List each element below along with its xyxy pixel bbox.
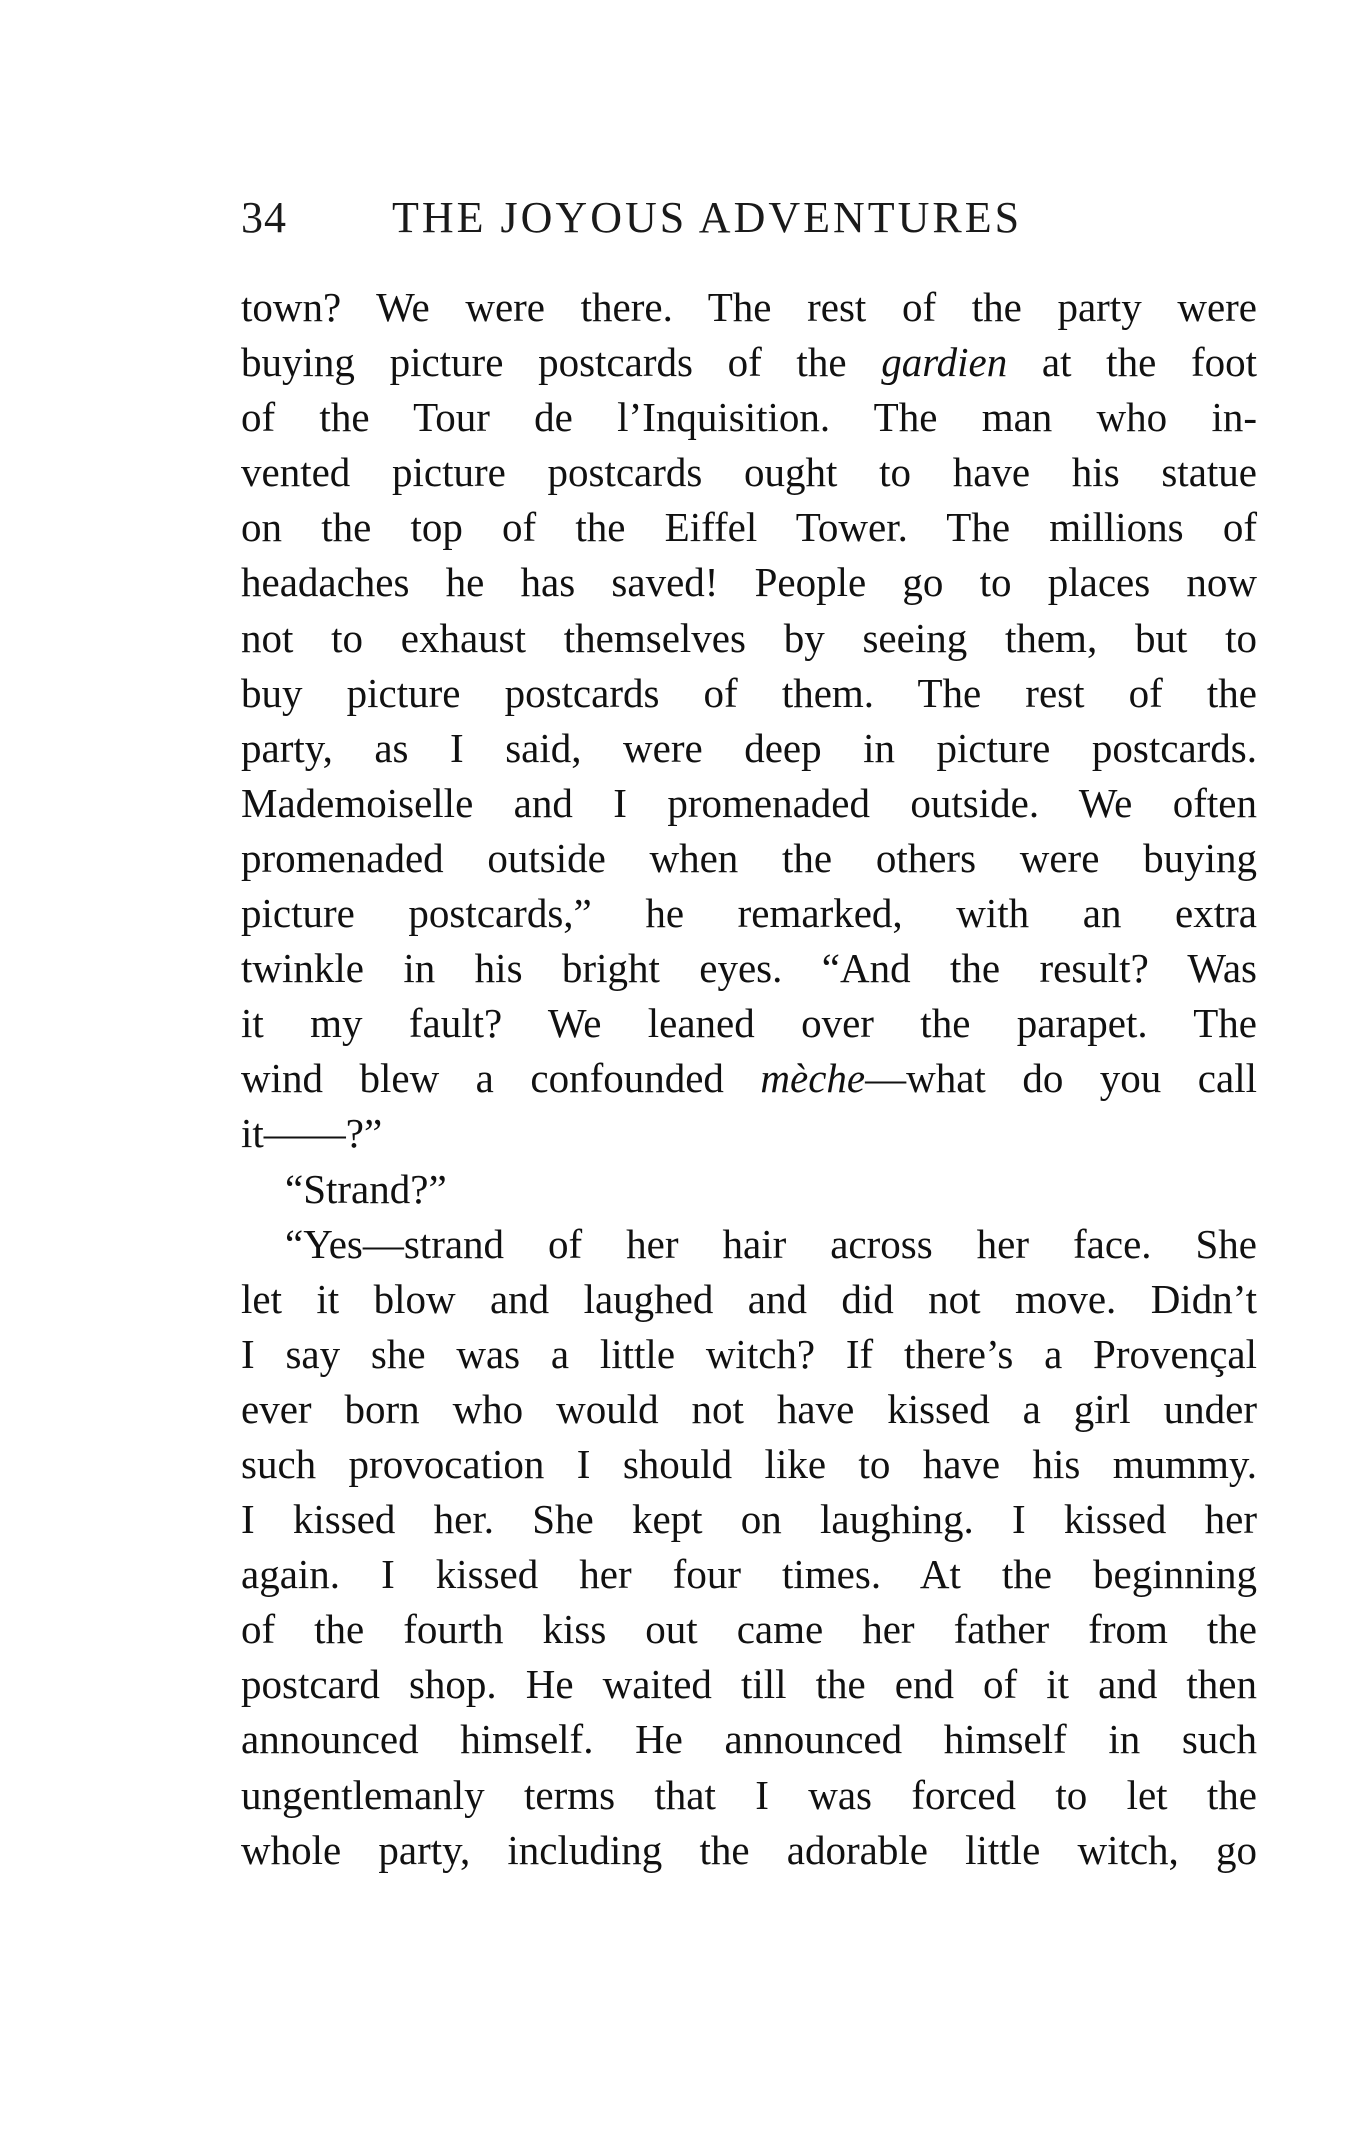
- text-line: buying picture postcards of the gardien at the foot: [241, 339, 1257, 386]
- text-line: party, as I said, were deep in picture postcards.: [241, 724, 1257, 771]
- text-line: on the top of the Eiffel Tower. The millions of: [241, 504, 1257, 551]
- text-line: ungentlemanly terms that I was forced to let the: [241, 1771, 1257, 1818]
- text-line: “Yes—strand of her hair across her face. She: [285, 1220, 1257, 1267]
- text-line: twinkle in his bright eyes. “And the result? Was: [241, 945, 1257, 992]
- text-line: wind blew a confounded mèche—what do you call: [241, 1055, 1257, 1102]
- running-title: THE JOYOUS ADVENTURES: [392, 193, 1023, 242]
- text-line: announced himself. He announced himself in such: [241, 1716, 1257, 1763]
- text-line: I say she was a little witch? If there’s a Provençal: [241, 1330, 1257, 1377]
- text-line: such provocation I should like to have his mummy.: [241, 1440, 1257, 1487]
- text-line: postcard shop. He waited till the end of it and then: [241, 1661, 1257, 1708]
- text-line: “Strand?”: [285, 1165, 447, 1212]
- text-line: again. I kissed her four times. At the beginning: [241, 1551, 1257, 1598]
- text-line: Mademoiselle and I promenaded outside. We often: [241, 779, 1257, 826]
- text-line: buy picture postcards of them. The rest of the: [241, 669, 1257, 716]
- page-header: [241, 192, 1257, 252]
- text-line: of the fourth kiss out came her father from the: [241, 1606, 1257, 1653]
- text-line: I kissed her. She kept on laughing. I kissed her: [241, 1496, 1257, 1543]
- text-line: whole party, including the adorable little witch, go: [241, 1826, 1257, 1873]
- text-line: of the Tour de l’Inquisition. The man who in-: [241, 394, 1257, 441]
- text-line: not to exhaust themselves by seeing them, but to: [241, 614, 1257, 661]
- text-line: promenaded outside when the others were buying: [241, 834, 1257, 881]
- text-line: town? We were there. The rest of the party were: [241, 284, 1257, 330]
- text-line: it my fault? We leaned over the parapet. The: [241, 1000, 1257, 1047]
- page-number: 34: [241, 193, 287, 242]
- text-line: picture postcards,” he remarked, with an extra: [241, 890, 1257, 937]
- italic-word: mèche: [760, 1055, 866, 1102]
- text-line: ever born who would not have kissed a girl under: [241, 1385, 1257, 1432]
- text-line: headaches he has saved! People go to places now: [241, 559, 1257, 606]
- text-line: it——?”: [241, 1110, 383, 1157]
- text-line: vented picture postcards ought to have his statue: [241, 449, 1257, 496]
- body-text: [241, 280, 1257, 1878]
- text-line: let it blow and laughed and did not move. Didn’t: [241, 1275, 1257, 1322]
- italic-word: gardien: [881, 339, 1008, 386]
